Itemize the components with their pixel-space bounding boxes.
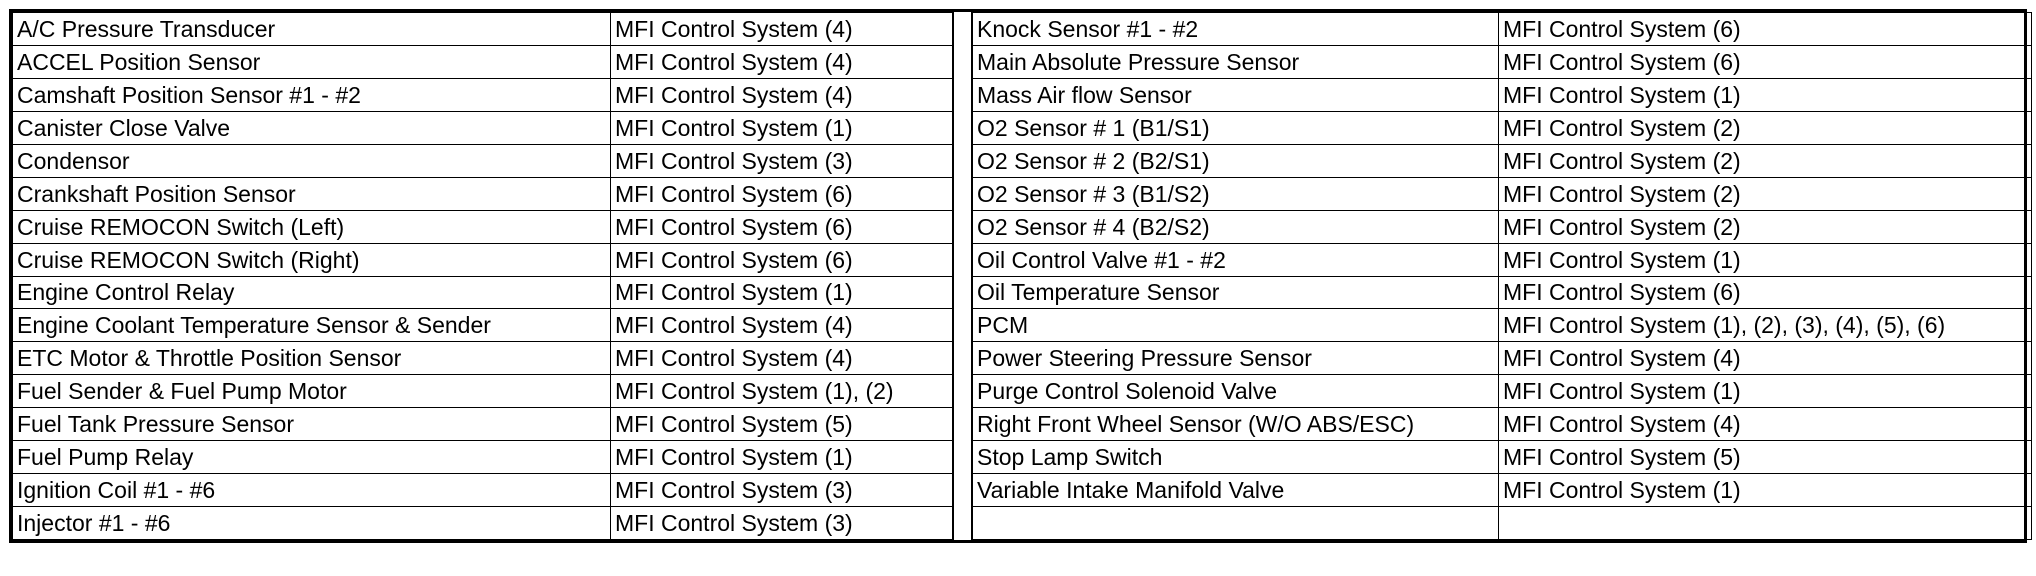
component-name-cell: PCM [973,309,1499,342]
system-reference-cell [1499,507,2032,540]
system-reference-cell: MFI Control System (3) [611,474,953,507]
system-reference-cell: MFI Control System (6) [611,243,953,276]
system-reference-cell: MFI Control System (3) [611,144,953,177]
component-name-cell: Cruise REMOCON Switch (Right) [13,243,611,276]
component-name-cell: Right Front Wheel Sensor (W/O ABS/ESC) [973,408,1499,441]
component-name-cell: Mass Air flow Sensor [973,78,1499,111]
system-reference-cell: MFI Control System (1) [1499,78,2032,111]
table-row [973,243,2032,276]
table-row [13,144,953,177]
component-name-cell: ACCEL Position Sensor [13,45,611,78]
table-row [13,210,953,243]
component-name-cell: Crankshaft Position Sensor [13,177,611,210]
table-row [973,309,2032,342]
system-reference-cell: MFI Control System (1) [1499,243,2032,276]
system-reference-cell: MFI Control System (4) [611,78,953,111]
component-name-cell [973,507,1499,540]
component-name-cell: Canister Close Valve [13,111,611,144]
system-reference-cell: MFI Control System (6) [1499,45,2032,78]
table-row [973,45,2032,78]
system-reference-cell: MFI Control System (4) [1499,342,2032,375]
component-name-cell: Fuel Pump Relay [13,441,611,474]
system-reference-cell: MFI Control System (1) [611,441,953,474]
system-reference-cell: MFI Control System (1) [611,276,953,309]
component-name-cell: Ignition Coil #1 - #6 [13,474,611,507]
table-row [973,276,2032,309]
table-row [13,276,953,309]
system-reference-cell: MFI Control System (6) [1499,276,2032,309]
component-name-cell: Oil Temperature Sensor [973,276,1499,309]
component-name-cell: Power Steering Pressure Sensor [973,342,1499,375]
system-reference-cell: MFI Control System (2) [1499,144,2032,177]
component-name-cell: Engine Control Relay [13,276,611,309]
component-name-cell: Knock Sensor #1 - #2 [973,13,1499,46]
component-name-cell: Stop Lamp Switch [973,441,1499,474]
component-name-cell: O2 Sensor # 2 (B2/S1) [973,144,1499,177]
component-name-cell: Purge Control Solenoid Valve [973,375,1499,408]
table-row [13,78,953,111]
system-reference-cell: MFI Control System (4) [611,45,953,78]
system-reference-cell: MFI Control System (5) [1499,441,2032,474]
component-name-cell: Engine Coolant Temperature Sensor & Sender [13,309,611,342]
system-reference-cell: MFI Control System (4) [611,13,953,46]
component-name-cell: Injector #1 - #6 [13,507,611,540]
component-name-cell: Fuel Tank Pressure Sensor [13,408,611,441]
system-reference-cell: MFI Control System (4) [611,342,953,375]
table-row [973,111,2032,144]
table-row [973,507,2032,540]
left-index-body [13,13,953,540]
table-row [13,45,953,78]
system-reference-cell: MFI Control System (6) [611,177,953,210]
table-row [13,375,953,408]
table-row [973,441,2032,474]
system-reference-cell: MFI Control System (2) [1499,210,2032,243]
system-reference-cell: MFI Control System (1) [611,111,953,144]
table-row [13,507,953,540]
system-reference-cell: MFI Control System (3) [611,507,953,540]
table-row [13,474,953,507]
component-name-cell: Condensor [13,144,611,177]
component-name-cell: O2 Sensor # 3 (B1/S2) [973,177,1499,210]
right-index-table [972,12,2032,540]
system-reference-cell: MFI Control System (1), (2), (3), (4), (5), (6) [1499,309,2032,342]
table-row [13,13,953,46]
component-name-cell: A/C Pressure Transducer [13,13,611,46]
component-name-cell: Camshaft Position Sensor #1 - #2 [13,78,611,111]
table-row [973,177,2032,210]
table-row [13,441,953,474]
table-row [973,474,2032,507]
right-index-body [973,13,2032,540]
component-name-cell: Fuel Sender & Fuel Pump Motor [13,375,611,408]
left-index-table [12,12,953,540]
system-reference-cell: MFI Control System (6) [611,210,953,243]
table-row [13,309,953,342]
system-reference-cell: MFI Control System (1) [1499,375,2032,408]
column-divider [953,12,972,540]
table-row [13,111,953,144]
system-reference-cell: MFI Control System (1), (2) [611,375,953,408]
component-name-cell: O2 Sensor # 4 (B2/S2) [973,210,1499,243]
table-row [973,408,2032,441]
table-row [13,342,953,375]
system-reference-cell: MFI Control System (1) [1499,474,2032,507]
system-reference-cell: MFI Control System (2) [1499,177,2032,210]
table-row [973,13,2032,46]
component-name-cell: Variable Intake Manifold Valve [973,474,1499,507]
table-row [973,375,2032,408]
component-name-cell: Main Absolute Pressure Sensor [973,45,1499,78]
component-index-table [9,9,2027,543]
component-name-cell: ETC Motor & Throttle Position Sensor [13,342,611,375]
system-reference-cell: MFI Control System (2) [1499,111,2032,144]
system-reference-cell: MFI Control System (5) [611,408,953,441]
component-name-cell: Cruise REMOCON Switch (Left) [13,210,611,243]
table-row [973,342,2032,375]
table-row [973,78,2032,111]
system-reference-cell: MFI Control System (6) [1499,13,2032,46]
table-row [973,144,2032,177]
table-row [13,243,953,276]
component-name-cell: O2 Sensor # 1 (B1/S1) [973,111,1499,144]
system-reference-cell: MFI Control System (4) [611,309,953,342]
table-row [973,210,2032,243]
component-name-cell: Oil Control Valve #1 - #2 [973,243,1499,276]
table-row [13,408,953,441]
table-row [13,177,953,210]
system-reference-cell: MFI Control System (4) [1499,408,2032,441]
